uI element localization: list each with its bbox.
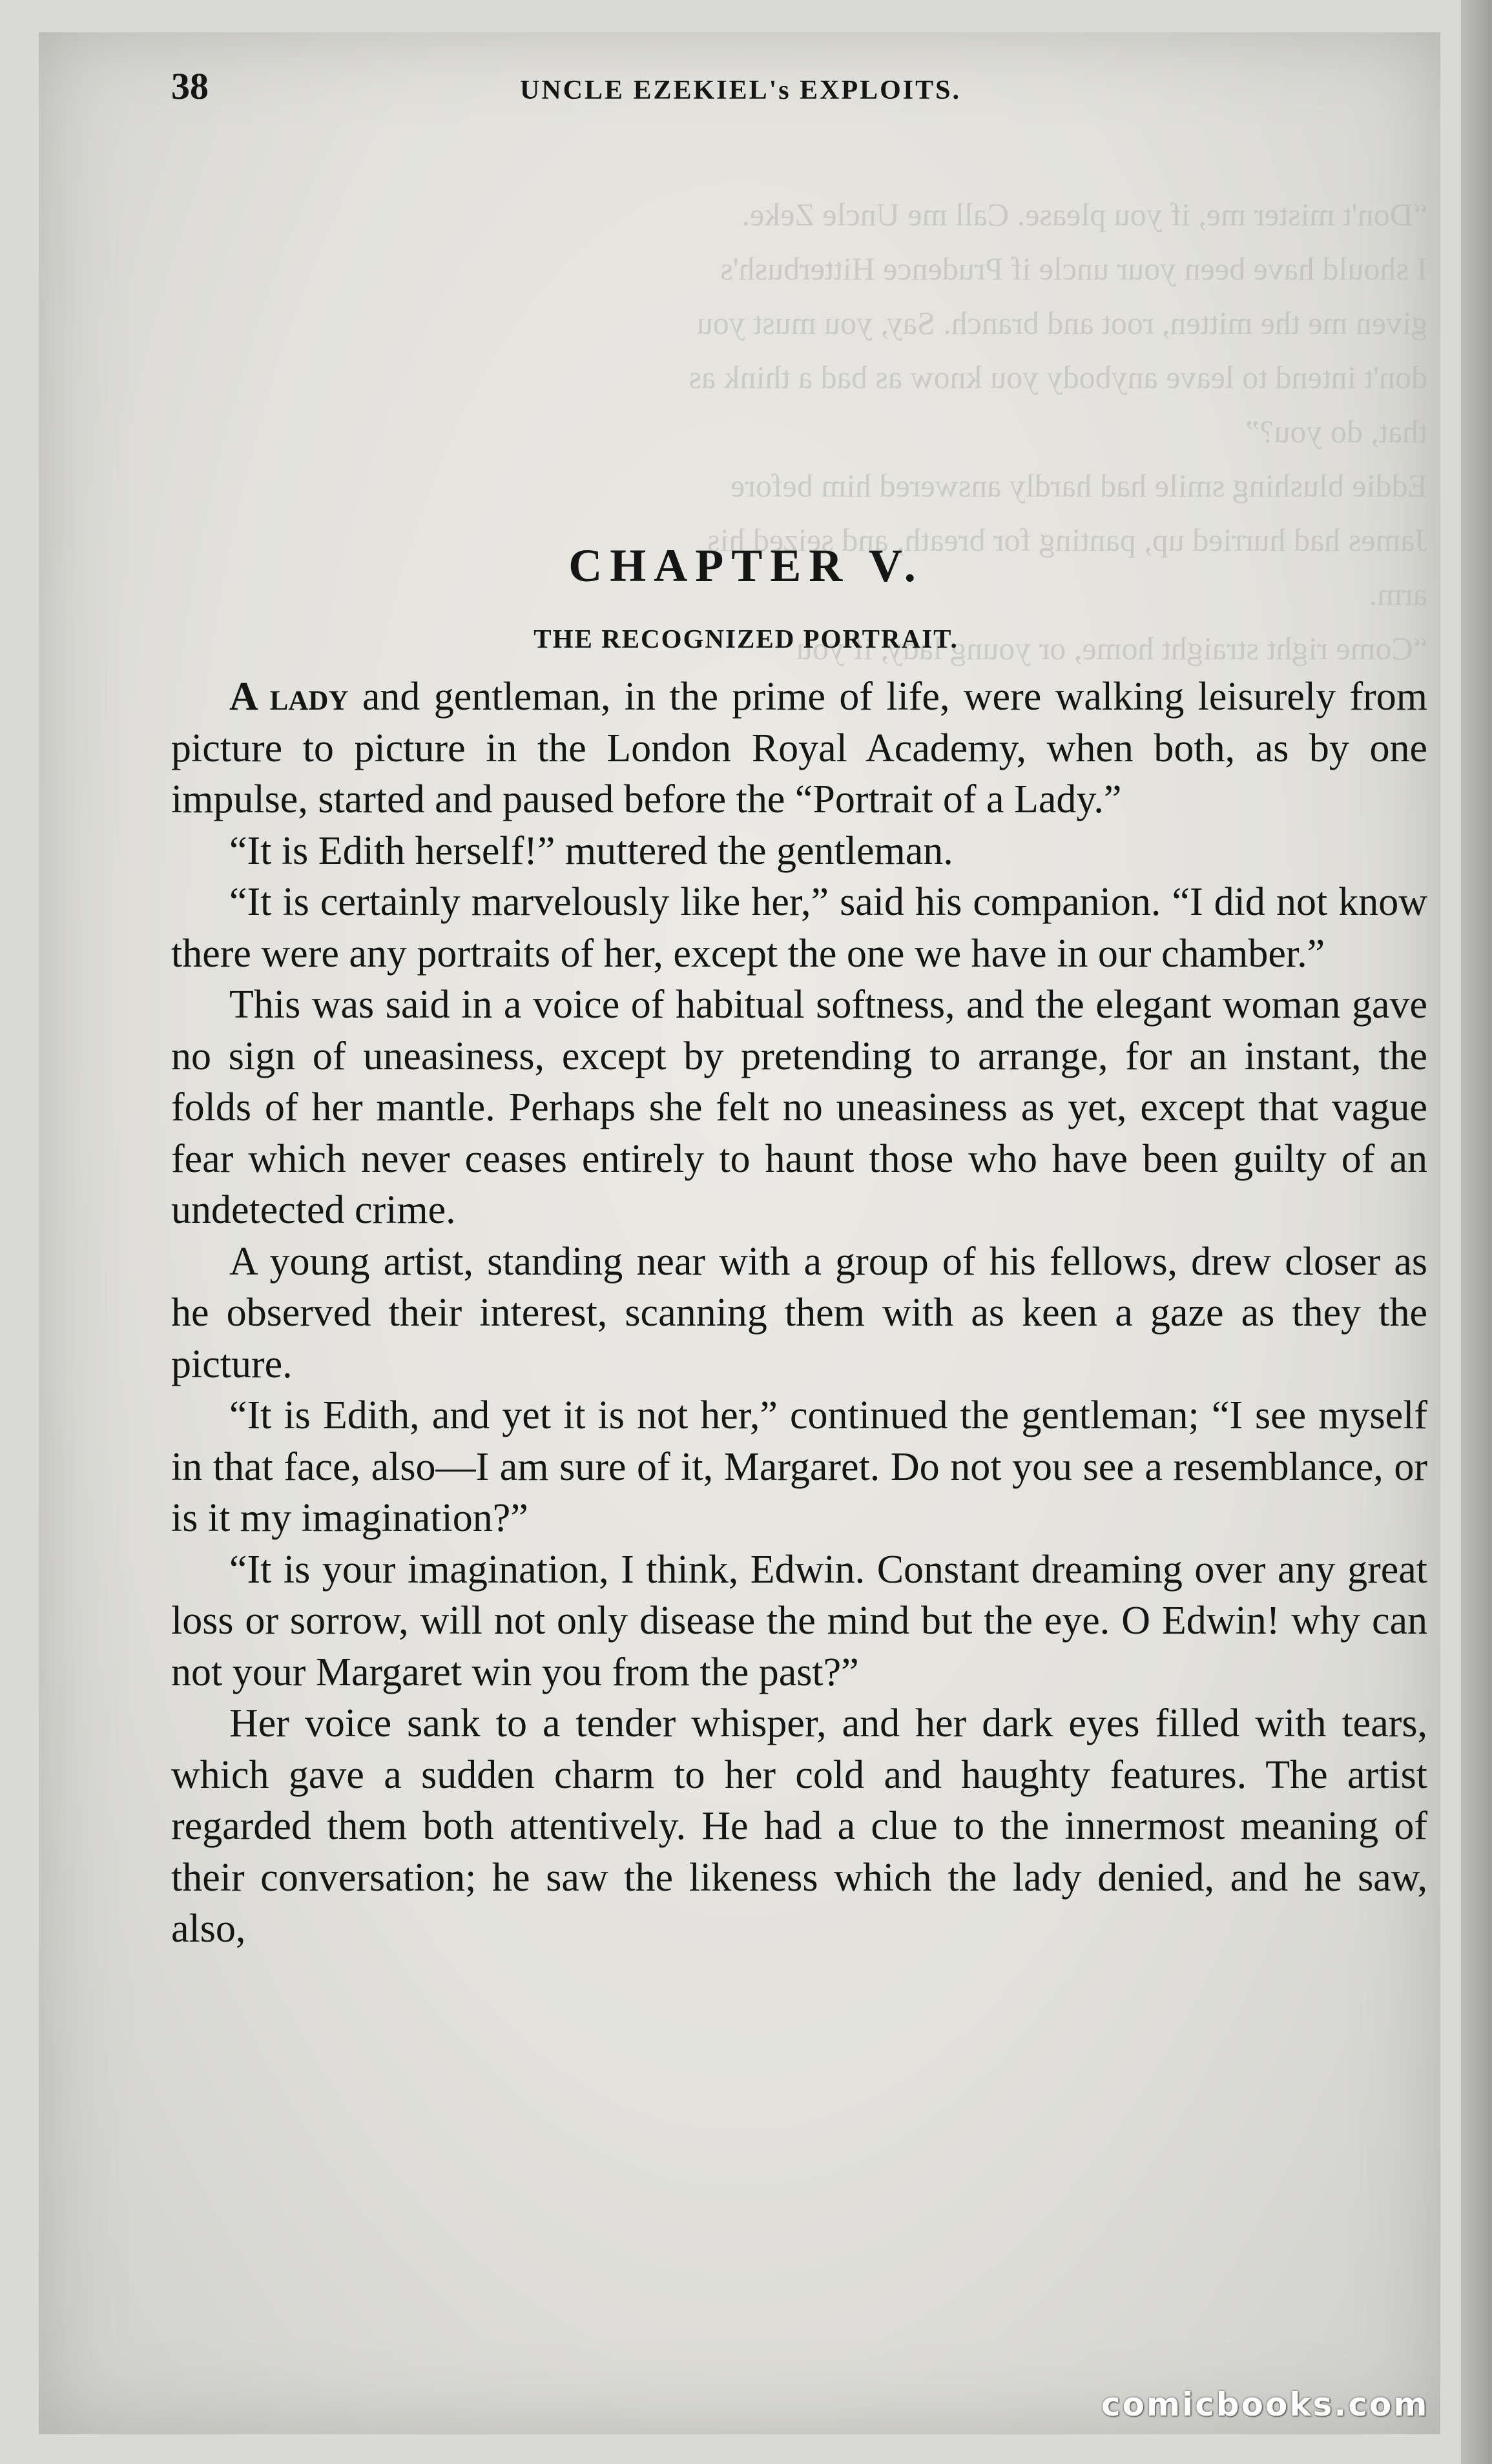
paragraph: Her voice sank to a tender whisper, and her dark eyes filled with tears, which gave a sudden charm to her cold and haughty features. The artist regarded them both attentively. He had a clue to the innermost meaning of their conversation; he saw the likeness which the lady denied, and he saw, also, <box>171 1701 1427 1951</box>
paragraph: “It is Edith herself!” muttered the gentleman. <box>229 828 953 873</box>
page-edge <box>1461 0 1492 2464</box>
paragraph-lead: A lady <box>229 675 349 719</box>
bleed-through-text: “Don't mister me, if you please. Call me Uncle Zeke. I should have been your uncle if Prudence Hitterbush's given me the mitten, root and branch. Say, you must you don't intend to leave anybody you know as bad a think as that, do you?” Eddie blushing smile had hardly answered him before James had hurried up, panting for breath, and seized his arm. “Come right straight home, or young lady, if you <box>689 196 1427 666</box>
paragraph: This was said in a voice of habitual softness, and the elegant woman gave no sign of uneasiness, except by pretending to arrange, for an instant, the folds of her mantle. Perhaps she felt no uneasiness as yet, except that vague fear which never ceases entirely to haunt those who have been guilty of an undetected crime. <box>171 983 1427 1232</box>
chapter-subtitle: THE RECOGNIZED PORTRAIT. <box>534 624 958 653</box>
running-head: UNCLE EZEKIEL's EXPLOITS. <box>520 76 962 105</box>
chapter-title: CHAPTER V. <box>568 540 924 591</box>
page-number: 38 <box>171 65 209 107</box>
paragraph: “It is your imagination, I think, Edwin. Constant dreaming over any great loss or sorrow, will not only disease the mind but the eye. O Edwin! why can not your Margaret win you from the past?” <box>171 1547 1427 1694</box>
paragraph: “It is Edith, and yet it is not her,” continued the gentleman; “I see myself in that face, also—I am sure of it, Margaret. Do not you see a resemblance, or is it my imagination?” <box>171 1393 1427 1540</box>
paragraph <box>171 672 1427 826</box>
watermark: comicbooks.com <box>1101 2386 1429 2423</box>
page-header <box>171 65 1431 116</box>
body-text <box>171 672 1427 1955</box>
paragraph: A young artist, standing near with a group of his fellows, drew closer as he observed their interest, scanning them with as keen a gaze as they the picture. <box>171 1239 1427 1386</box>
paragraph: “It is certainly marvelously like her,” said his companion. “I did not know there were any portraits of her, except the one we have in our chamber.” <box>171 880 1427 976</box>
paragraph-text: and gentleman, in the prime of life, were walking leisurely from picture to picture in the London Royal Academy, when both, as by one impulse, started and paused before the “Portrait of a Lady.” <box>171 675 1427 821</box>
